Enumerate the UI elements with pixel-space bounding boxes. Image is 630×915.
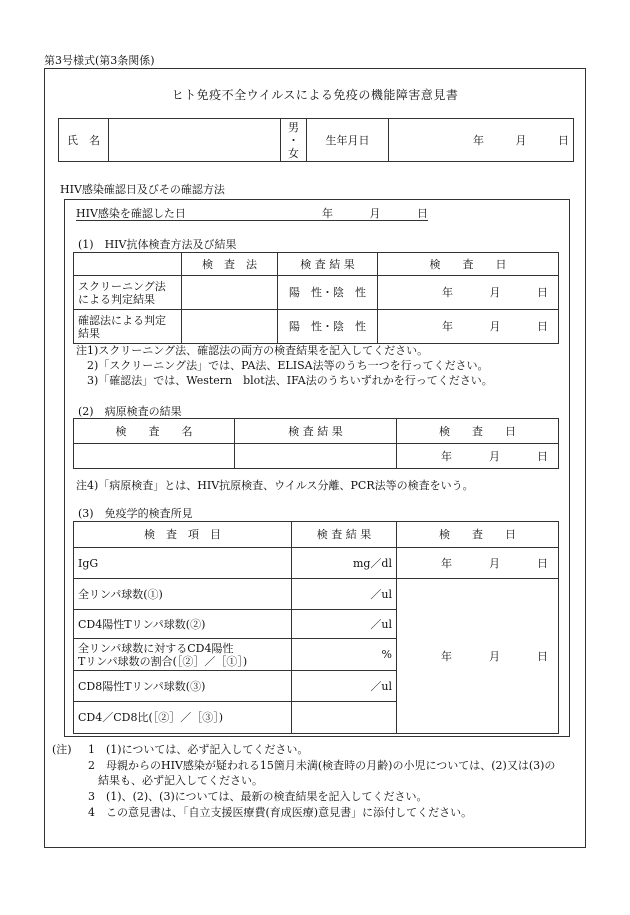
hiv-section-label: HIV感染確認日及びその確認方法	[60, 183, 225, 196]
pathogen-result-field[interactable]	[235, 444, 397, 469]
pathogen-header-name: 検 査 名	[74, 419, 235, 444]
immuno-result-igg[interactable]: mg／dl	[292, 548, 397, 579]
immuno-result-field[interactable]: ／ul	[292, 579, 397, 610]
day-label: 日	[537, 649, 548, 663]
antibody-header-blank	[74, 253, 182, 276]
antibody-row-label-line: スクリーニング法	[78, 279, 166, 293]
confirm-month-label: 月	[369, 207, 381, 220]
sex-dot: ・	[288, 133, 299, 147]
pathogen-heading: (2) 病原検査の結果	[78, 405, 182, 418]
dob-year-label: 年	[473, 133, 484, 147]
immuno-heading: (3) 免疫学的検査所見	[78, 507, 193, 520]
immuno-header-date: 検 査 日	[397, 522, 559, 548]
dob-label: 生年月日	[307, 119, 389, 162]
antibody-table	[73, 252, 559, 344]
antibody-date-field[interactable]	[378, 310, 559, 344]
immuno-result-field[interactable]	[292, 702, 397, 734]
immuno-item-cd4-cd8-ratio: CD4／CD8比(［②］／［③］)	[74, 702, 292, 734]
antibody-header-result: 検 査 結 果	[278, 253, 378, 276]
footnote-number: 2	[88, 759, 95, 772]
day-label: 日	[537, 286, 548, 299]
antibody-row-label	[74, 276, 182, 310]
footnote-number: 4	[88, 806, 95, 819]
name-field[interactable]	[109, 119, 281, 162]
antibody-method-field[interactable]	[182, 310, 278, 344]
antibody-row-label-line: 確認法による判定	[78, 313, 166, 327]
footnote-text: 結果も、必ず記入してください。	[98, 774, 263, 787]
day-label: 日	[537, 320, 548, 333]
dob-month-label: 月	[515, 133, 527, 147]
day-label: 日	[537, 556, 548, 570]
immuno-item-total-lymphocytes: 全リンパ球数(①)	[74, 579, 292, 610]
confirm-day-label: 日	[417, 207, 428, 220]
footnote-number: 3	[88, 790, 95, 803]
name-label: 氏 名	[59, 119, 109, 162]
dob-day-label: 日	[558, 133, 569, 147]
month-label: 月	[489, 556, 500, 570]
pathogen-name-field[interactable]	[74, 444, 235, 469]
immuno-date-igg[interactable]	[397, 548, 559, 579]
pathogen-note: 注4)「病原検査」とは、HIV抗原検査、ウイルス分離、PCR法等の検査をいう。	[76, 479, 474, 492]
pathogen-header-result: 検 査 結 果	[235, 419, 397, 444]
confirm-date-line[interactable]	[76, 205, 428, 221]
month-label: 月	[489, 649, 500, 663]
month-label: 月	[489, 286, 501, 299]
month-label: 月	[489, 449, 500, 463]
confirm-year-label: 年	[322, 207, 333, 220]
antibody-row-label	[74, 310, 182, 344]
immuno-item-cd4-ratio	[74, 639, 292, 671]
sex-female: 女	[288, 146, 299, 160]
document-title: ヒト免疫不全ウイルスによる免疫の機能障害意見書	[171, 88, 459, 102]
footnote-text: (1)、(2)、(3)については、最新の検査結果を記入してください。	[106, 790, 428, 803]
antibody-result-field[interactable]: 陽 性・陰 性	[278, 276, 378, 310]
footnote-text: 母親からのHIV感染が疑われる15箇月未満(検査時の月齢)の小児については、(2)又は(3)の	[106, 759, 556, 772]
month-label: 月	[489, 320, 501, 333]
footnote-text: この意見書は、「自立支援医療費(育成医療)意見書」に添付してください。	[106, 806, 473, 819]
antibody-row-label-line: による判定結果	[78, 292, 155, 306]
antibody-date-field[interactable]	[378, 276, 559, 310]
pathogen-date-field[interactable]	[397, 444, 559, 469]
pathogen-header-date: 検 査 日	[397, 419, 559, 444]
immuno-table	[73, 521, 559, 734]
immuno-item-cd8: CD8陽性Tリンパ球数(③)	[74, 671, 292, 702]
immuno-result-field[interactable]: ／ul	[292, 610, 397, 639]
sex-field[interactable]	[281, 119, 307, 162]
immuno-item-igg: IgG	[74, 548, 292, 579]
antibody-note: 2)「スクリーニング法」では、PA法、ELISA法等のうち一つを行ってください。	[76, 359, 489, 372]
immuno-header-item: 検 査 項 目	[74, 522, 292, 548]
antibody-note: 注1)スクリーニング法、確認法の両方の検査結果を記入してください。	[76, 344, 429, 357]
footnote-number: 1	[88, 743, 95, 756]
antibody-heading: (1) HIV抗体検査方法及び結果	[78, 238, 237, 251]
immuno-item-line: 全リンパ球数に対するCD4陽性	[78, 641, 234, 655]
confirm-date-label: HIV感染を確認した日	[76, 207, 186, 220]
antibody-header-date: 検 査 日	[378, 253, 559, 276]
year-label: 年	[442, 320, 453, 333]
footnote-text: (1)については、必ず記入してください。	[106, 743, 309, 756]
antibody-note: 3)「確認法」では、Western blot法、IFA法のうちいずれかを行ってください。	[76, 374, 493, 387]
immuno-result-field[interactable]: %	[292, 639, 397, 671]
personal-info-table	[58, 118, 574, 162]
immuno-header-result: 検 査 結 果	[292, 522, 397, 548]
immuno-date-shared[interactable]	[397, 579, 559, 734]
year-label: 年	[442, 286, 453, 299]
form-number-label: 第3号様式(第3条関係)	[44, 54, 155, 67]
dob-field[interactable]	[389, 119, 574, 162]
year-label: 年	[441, 449, 452, 463]
year-label: 年	[441, 649, 452, 663]
pathogen-table	[73, 418, 559, 469]
sex-male: 男	[288, 120, 299, 134]
antibody-header-method: 検 査 法	[182, 253, 278, 276]
immuno-item-line: Tリンパ球数の割合(［②］／［①］)	[78, 654, 248, 668]
immuno-result-field[interactable]: ／ul	[292, 671, 397, 702]
antibody-method-field[interactable]	[182, 276, 278, 310]
immuno-item-cd4: CD4陽性Tリンパ球数(②)	[74, 610, 292, 639]
antibody-result-field[interactable]: 陽 性・陰 性	[278, 310, 378, 344]
year-label: 年	[441, 556, 452, 570]
antibody-row-label-line: 結果	[78, 326, 100, 340]
footnote-prefix: (注)	[52, 743, 72, 756]
day-label: 日	[537, 449, 548, 463]
